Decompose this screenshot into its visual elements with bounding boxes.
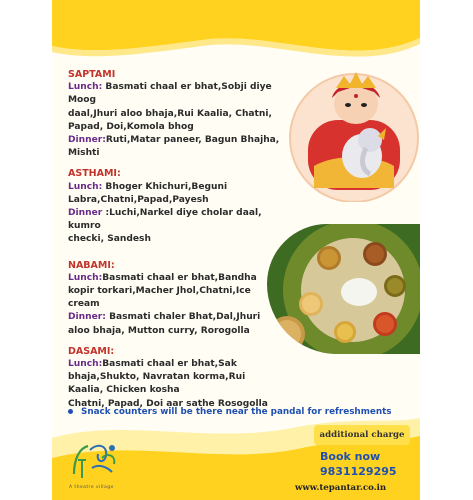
additional-charge-badge: additional charge	[314, 425, 410, 445]
dasami-lunch-line-4: Chatni, Papad, Doi aar sathe Rosogolla	[68, 398, 268, 409]
nabami-lunch-line-1	[68, 272, 293, 285]
asthami-lunch-text-1: Bhoger Khichuri,Beguni	[102, 181, 228, 192]
saptami-lunch-text-1: Basmati chaal er bhat,Sobji diye Moog	[68, 82, 272, 106]
ganesha-durga-illustration	[274, 70, 420, 202]
asthami-lunch-label: Lunch:	[68, 181, 103, 192]
nabami-dinner-line-1	[68, 311, 293, 324]
asthami-dinner-label: Dinner	[68, 208, 103, 219]
menu-poster	[52, 0, 420, 500]
snack-note	[68, 407, 420, 417]
saptami-dinner-line-2: Mishti	[68, 148, 100, 159]
nabami-dinner-label: Dinner:	[68, 312, 106, 323]
dasami-title: DASAMI:	[68, 345, 115, 357]
dasami-lunch-label: Lunch:	[68, 359, 103, 370]
top-yellow-wave	[52, 0, 420, 70]
dasami-lunch-line-1	[68, 358, 293, 371]
tepantar-logo	[68, 438, 120, 488]
saptami-dinner-line-1	[68, 134, 293, 147]
section-gap	[68, 338, 293, 345]
bullet-icon	[68, 409, 73, 414]
phone-number[interactable]: 9831129295	[320, 465, 397, 478]
nabami-lunch-line-2: kopir torkari,Macher Jhol,Chatni,Ice	[68, 286, 251, 297]
nabami-lunch-line-3: cream	[68, 299, 100, 310]
saptami-lunch-line-1	[68, 81, 293, 107]
asthami-lunch-line-2: Labra,Chatni,Papad,Payesh	[68, 194, 209, 205]
section-gap	[68, 247, 293, 259]
asthami-dinner-line-2: checki, Sandesh	[68, 234, 151, 245]
dasami-lunch-line-3: Kaalia, Chicken kosha	[68, 385, 180, 396]
nabami-dinner-text-1: Basmati chaler Bhat,Dal,Jhuri	[105, 312, 261, 323]
logo-caption: A theatre village	[69, 485, 114, 490]
nabami-title: NABAMI:	[68, 259, 115, 271]
dasami-lunch-text-1: Basmati chaal er bhat,Sak	[102, 359, 237, 370]
asthami-title: ASTHAMI:	[68, 168, 121, 180]
website-link[interactable]: www.tepantar.co.in	[295, 483, 387, 493]
asthami-dinner-line-1	[68, 207, 293, 233]
saptami-lunch-label: Lunch:	[68, 82, 103, 93]
nabami-lunch-text-1: Basmati chaal er bhat,Bandha	[102, 272, 257, 283]
asthami-dinner-text-1: :Luchi,Narkel diye cholar daal, kumro	[68, 208, 262, 232]
saptami-dinner-text-1: Ruti,Matar paneer, Bagun Bhajha,	[105, 135, 280, 146]
saptami-dinner-label: Dinner:	[68, 135, 106, 146]
saptami-lunch-line-3: Papad, Doi,Komola bhog	[68, 121, 194, 132]
saptami-lunch-line-2: daal,Jhuri aloo bhaja,Rui Kaalia, Chatni,	[68, 108, 272, 119]
asthami-lunch-line-1	[68, 181, 293, 194]
saptami-title: SAPTAMI	[68, 69, 116, 80]
nabami-lunch-label: Lunch:	[68, 272, 103, 283]
dasami-lunch-line-2: bhaja,Shukto, Navratan korma,Rui	[68, 372, 246, 383]
menu-list	[68, 68, 293, 411]
snack-note-text: Snack counters will be there near the pandal for refreshments	[81, 407, 392, 417]
book-now-text: Book now	[320, 450, 381, 463]
nabami-dinner-line-2: aloo bhaja, Mutton curry, Rorogolla	[68, 325, 250, 336]
section-gap	[68, 160, 293, 167]
